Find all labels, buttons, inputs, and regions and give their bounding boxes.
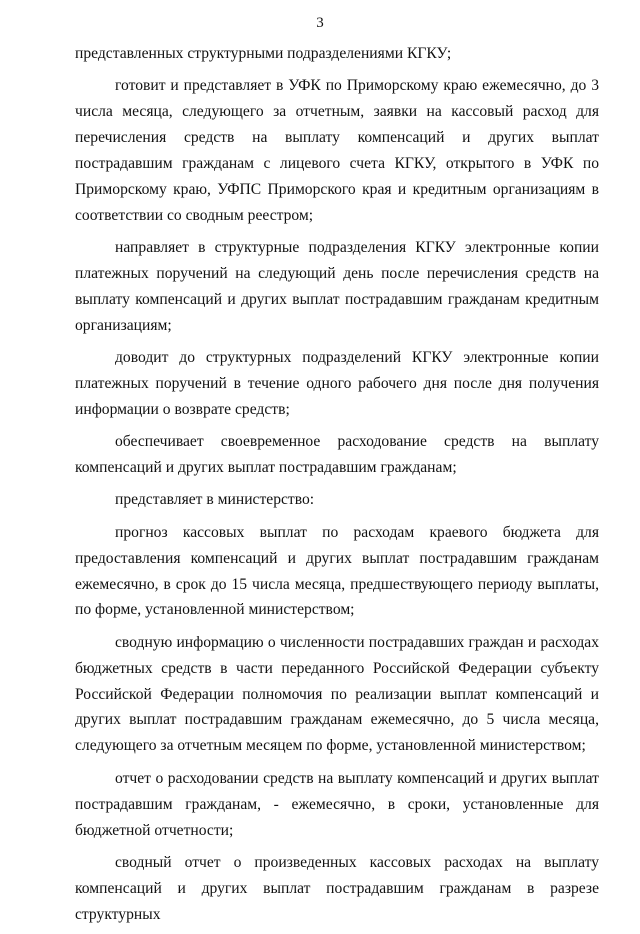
paragraph-communicate-copies: доводит до структурных подразделений КГКУ электронные копии платежных поручений в течение одного рабочего дня после дня получения информации о возврате средств; — [75, 349, 599, 418]
paragraph-send-copies: направляет в структурные подразделения КГКУ электронные копии платежных поручений на следующий день после перечисления средств на выплату компенсаций и других выплат пострадавшим гражданам кредитным организациям; — [75, 239, 599, 334]
paragraph-spending-report: отчет о расходовании средств на выплату компенсаций и других выплат пострадавшим гражданам, - ежемесячно, в сроки, установленные для бюджетной отчетности; — [75, 769, 599, 839]
paragraph-ensure-spending: обеспечивает своевременное расходование средств на выплату компенсаций и других выплат пострадавшим гражданам; — [75, 433, 599, 477]
paragraph-forecast: прогноз кассовых выплат по расходам краевого бюджета для предоставления компенсаций и других выплат пострадавшим гражданам ежемесячно, в срок до 15 числа месяца, предшествующего периоду выплаты, по форме, установленной министерством; — [75, 523, 599, 619]
paragraph-summary-report: сводный отчет о произведенных кассовых расходах на выплату компенсаций и других выплат пострадавшим гражданам в разрезе структурных — [75, 853, 599, 923]
paragraph-submits-to-ministry: представляет в министерство: — [115, 491, 315, 509]
document-body — [75, 41, 599, 934]
page-number: 3 — [316, 15, 324, 31]
paragraph-continuation: представленных структурными подразделениями КГКУ; — [75, 45, 452, 62]
paragraph-summary-info: сводную информацию о численности пострадавших граждан и расходах бюджетных средств в части переданного Российской Федерации субъекту Российской Федерации полномочия по реализации выплат компенсаций и других выплат пострадавшим гражданам ежемесячно, до 5 числа месяца, следующего за отчетным месяцем по форме, установленной министерством; — [75, 633, 599, 755]
paragraph-submit-requests: готовит и представляет в УФК по Приморскому краю ежемесячно, до 3 числа месяца, следующего за отчетным, заявки на кассовый расход для перечисления средств на выплату компенсаций и других выплат пострадавшим гражданам с лицевого счета КГКУ, открытого в УФК по Приморскому краю, УФПС Приморского края и кредитным организациям в соответствии со сводным реестром; — [75, 77, 599, 224]
